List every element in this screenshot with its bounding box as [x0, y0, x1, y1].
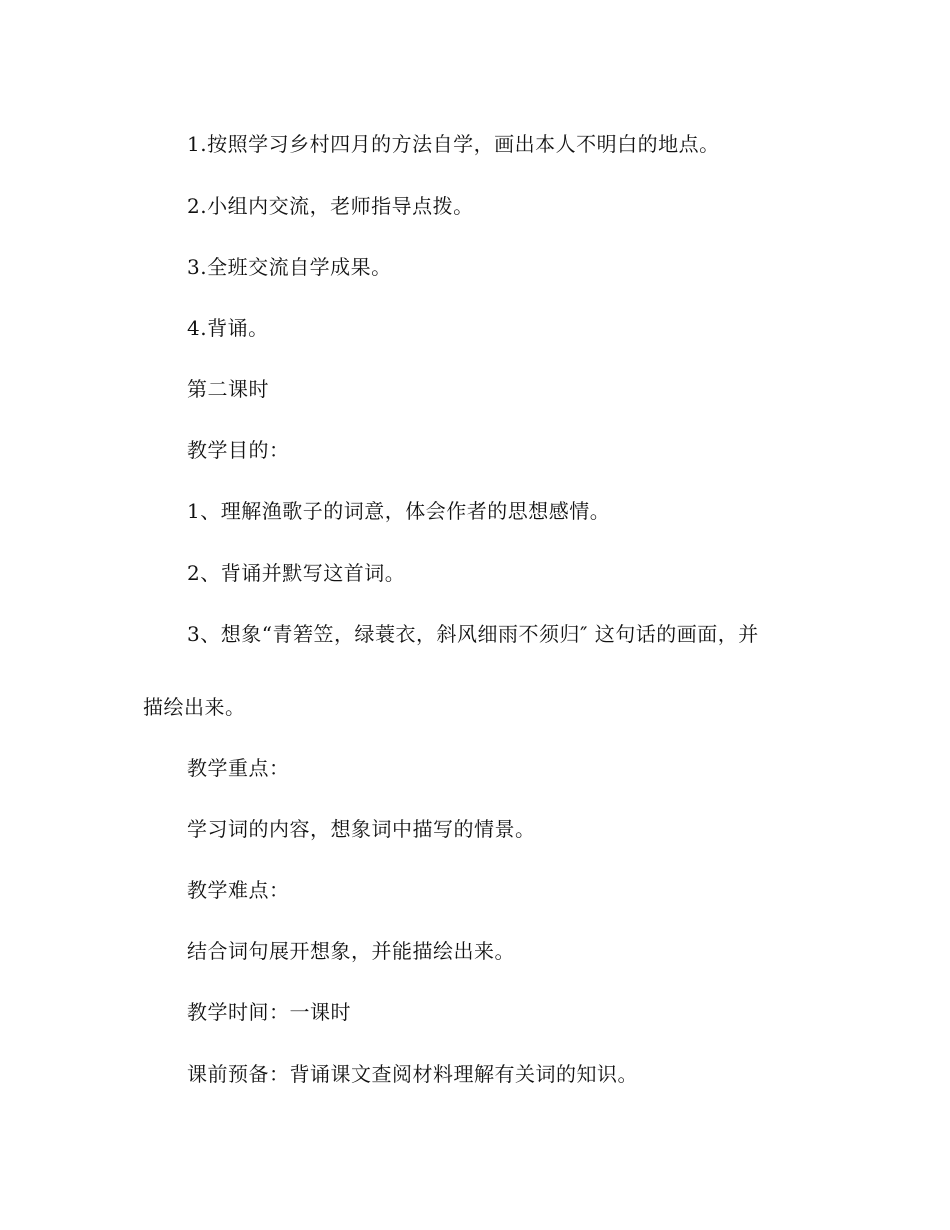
key-points-text: 学习词的内容，想象词中描写的情景。: [187, 817, 536, 841]
step-3-class-exchange: 3.全班交流自学成果。: [187, 255, 392, 279]
step-4-recite: 4.背诵。: [187, 316, 269, 340]
difficulties-text: 结合词句展开想象，并能描绘出来。: [187, 939, 515, 963]
objective-2: 2、背诵并默写这首词。: [187, 561, 406, 585]
step-1-self-study: 1.按照学习乡村四月的方法自学，画出本人不明白的地点。: [187, 132, 720, 156]
difficulties-heading: 教学难点：: [187, 878, 290, 902]
objective-3-continued: 描绘出来。: [143, 695, 246, 719]
pre-class-preparation: 课前预备：背诵课文查阅材料理解有关词的知识。: [187, 1062, 638, 1086]
teaching-time: 教学时间：一课时: [187, 1000, 351, 1024]
step-2-group-exchange: 2.小组内交流，老师指导点拨。: [187, 194, 474, 218]
key-points-heading: 教学重点：: [187, 756, 290, 780]
objective-1: 1、理解渔歌子的词意，体会作者的思想感情。: [187, 499, 611, 523]
objective-3: 3、想象“青箬笠，绿蓑衣，斜风细雨不须归″ 这句话的画面，并: [187, 622, 759, 646]
section-heading-lesson-2: 第二课时: [187, 377, 269, 401]
objectives-heading: 教学目的：: [187, 438, 290, 462]
